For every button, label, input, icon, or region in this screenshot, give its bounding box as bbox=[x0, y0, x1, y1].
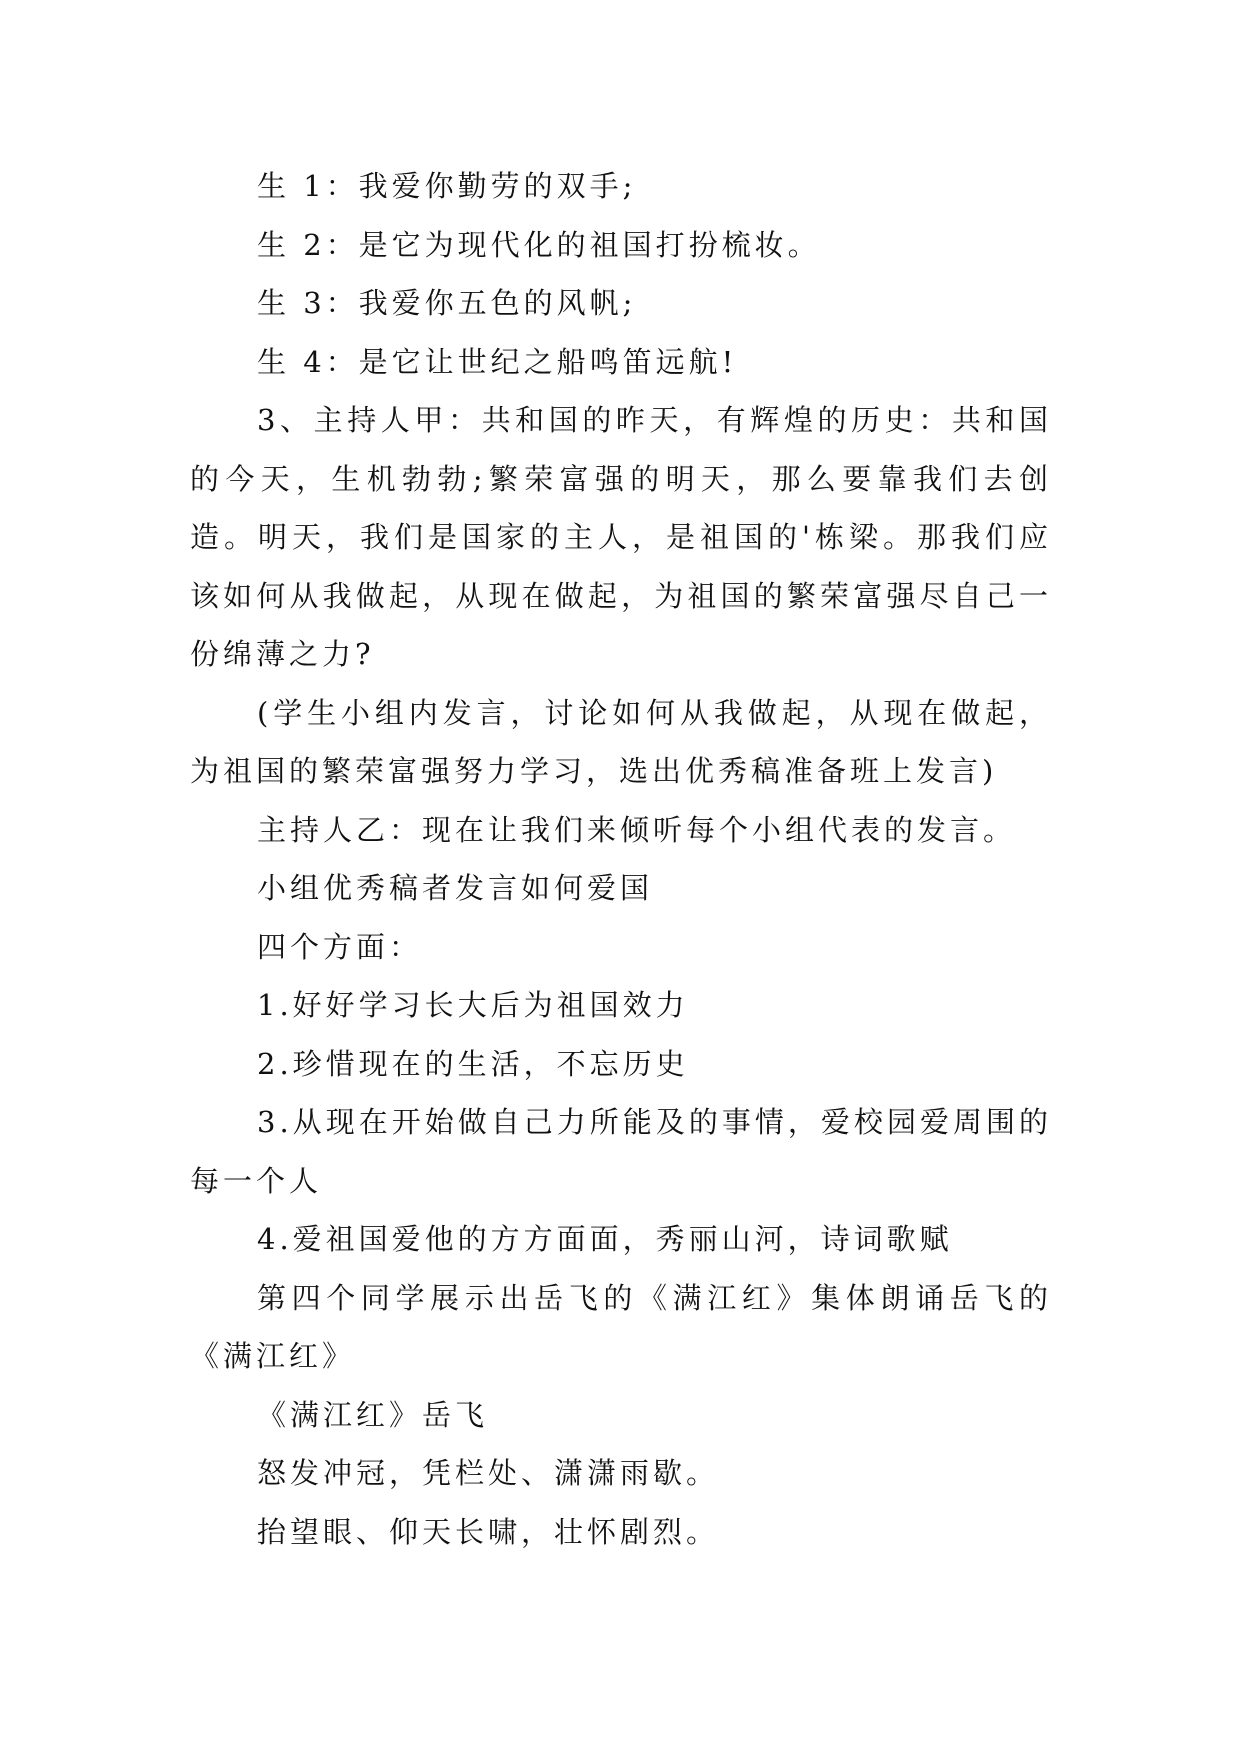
list-item-2: 2.珍惜现在的生活，不忘历史 bbox=[257, 1046, 689, 1081]
poem-line-1: 怒发冲冠，凭栏处、潇潇雨歇。 bbox=[257, 1456, 720, 1490]
paragraph-four-aspects: 四个方面： bbox=[257, 929, 423, 964]
paragraph-student-2: 生 2：是它为现代化的祖国打扮梳妆。 bbox=[257, 227, 821, 262]
paragraph-host-b: 主持人乙：现在让我们来倾听每个小组代表的发言。 bbox=[257, 812, 1017, 847]
list-item-1: 1.好好学习长大后为祖国效力 bbox=[257, 988, 689, 1022]
paragraph-student-4: 生 4：是它让世纪之船鸣笛远航! bbox=[257, 344, 738, 379]
poem-line-2: 抬望眼、仰天长啸，壮怀剧烈。 bbox=[257, 1514, 720, 1549]
paragraph-recitation: 第四个同学展示出岳飞的《满江红》集体朗诵岳飞的《满江红》 bbox=[190, 1280, 1052, 1373]
paragraph-host-a: 3、主持人甲：共和国的昨天，有辉煌的历史：共和国的今天，生机勃勃;繁荣富强的明天，那么要靠我们去创造。明天，我们是国家的主人，是祖国的'栋梁。那我们应该如何从我做起，从现在做起，为祖国的繁荣富强尽自己一份绵薄之力? bbox=[190, 403, 1052, 671]
paragraph-group-discussion: (学生小组内发言，讨论如何从我做起，从现在做起，为祖国的繁荣富强努力学习，选出优秀稿准备班上发言) bbox=[190, 695, 1052, 788]
paragraph-group-speech: 小组优秀稿者发言如何爱国 bbox=[257, 871, 654, 905]
list-item-4: 4.爱祖国爱他的方方面面，秀丽山河，诗词歌赋 bbox=[257, 1222, 953, 1256]
document-body bbox=[190, 157, 1052, 1561]
list-item-3: 3.从现在开始做自己力所能及的事情，爱校园爱周围的每一个人 bbox=[190, 1105, 1052, 1198]
paragraph-student-1: 生 1：我爱你勤劳的双手; bbox=[257, 169, 637, 203]
paragraph-student-3: 生 3：我爱你五色的风帆; bbox=[257, 286, 637, 320]
poem-title: 《满江红》岳飞 bbox=[257, 1397, 489, 1432]
